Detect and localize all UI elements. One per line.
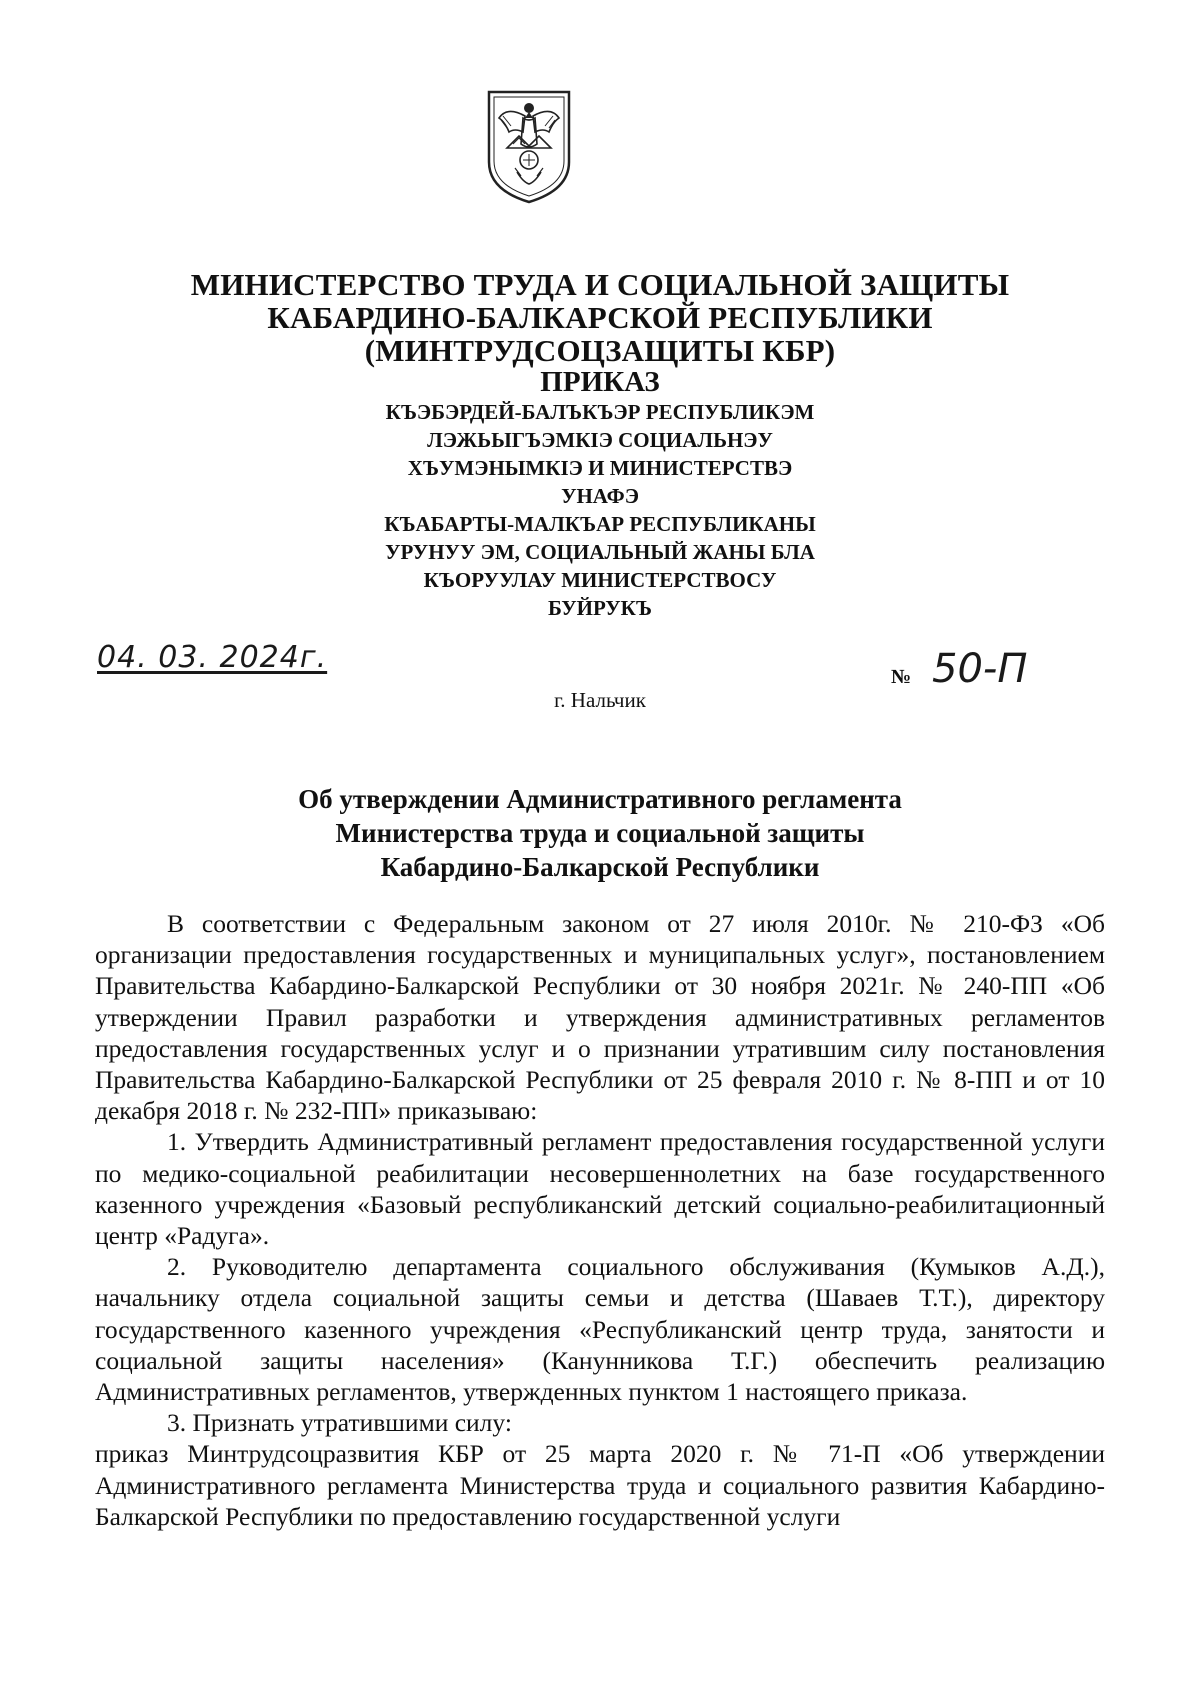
title-line: Об утверждении Административного регламента <box>298 784 902 814</box>
kabardian-line: ЛЭЖЬЫГЪЭМКIЭ СОЦИАЛЬНЭУ <box>427 428 773 452</box>
kabardian-line: УНАФЭ <box>561 484 639 508</box>
header-block <box>0 268 1200 622</box>
title-line: Министерства труда и социальной защиты <box>335 818 865 848</box>
document-body <box>95 908 1105 1532</box>
order-number-label: № <box>891 666 912 688</box>
item-2-paragraph: 2. Руководителю департамента социального обслуживания (Кумыков А.Д.), начальнику отдела социальной защиты семьи и детства (Шаваев Т.Т.), директору государственного казенного учреждения «Республиканский центр труда, занятости и социальной защиты населения» (Канунникова Т.Г.) обеспечить реализацию Административных регламентов, утвержденных пунктом 1 настоящего приказа. <box>95 1252 1105 1407</box>
document-title <box>0 782 1200 884</box>
item-3-text-paragraph: приказ Минтрудсоцразвития КБР от 25 марта 2020 г. № 71-П «Об утверждении Административного регламента Министерства труда и социального развития Кабардино-Балкарской Республики по предоставлению государственной услуги <box>95 1439 1105 1531</box>
order-date: 04. 03. 2024г. <box>97 640 328 675</box>
ministry-abbreviation: (МИНТРУДСОЦЗАЩИТЫ КБР) <box>364 333 836 368</box>
title-line: Кабардино-Балкарской Республики <box>380 852 820 882</box>
order-number: 50-П <box>932 646 1028 692</box>
order-label: ПРИКАЗ <box>540 366 660 398</box>
coat-of-arms-emblem-icon <box>485 88 573 206</box>
preamble-paragraph: В соответствии с Федеральным законом от 27 июля 2010г. № 210-ФЗ «Об организации предоставления государственных и муниципальных услуг», постановлением Правительства Кабардино-Балкарской Республики от 30 ноября 2021г. № 240-ПП «Об утверждении Правил разработки и утверждения административных регламентов предоставления государственных услуг и о признании утратившим силу постановления Правительства Кабардино-Балкарской Республики от 25 февраля 2010 г. № 8-ПП и от 10 декабря 2018 г. № 232-ПП» приказываю: <box>95 909 1105 1126</box>
kabardian-line: ХЪУМЭНЫМКIЭ И МИНИСТЕРСТВЭ <box>407 456 793 480</box>
ministry-name-line: КАБАРДИНО-БАЛКАРСКОЙ РЕСПУБЛИКИ <box>267 300 933 335</box>
balkar-line: КЪАБАРТЫ-МАЛКЪАР РЕСПУБЛИКАНЫ <box>384 512 816 536</box>
item-1-paragraph: 1. Утвердить Административный регламент предоставления государственной услуги по медико-социальной реабилитации несовершеннолетних на базе государственного казенного учреждения «Базовый республиканский детский социально-реабилитационный центр «Радуга». <box>95 1127 1105 1251</box>
balkar-line: БУЙРУКЪ <box>548 596 652 620</box>
kabardian-line: КЪЭБЭРДЕЙ-БАЛЪКЪЭР РЕСПУБЛИКЭМ <box>385 400 815 424</box>
balkar-line: КЪОРУУЛАУ МИНИСТЕРСТВОСУ <box>423 568 777 592</box>
balkar-line: УРУНУУ ЭМ, СОЦИАЛЬНЫЙ ЖАНЫ БЛА <box>385 540 815 564</box>
city: г. Нальчик <box>554 688 646 712</box>
item-3-paragraph: 3. Признать утратившими силу: <box>167 1408 512 1438</box>
ministry-name-line: МИНИСТЕРСТВО ТРУДА И СОЦИАЛЬНОЙ ЗАЩИТЫ <box>190 267 1010 302</box>
